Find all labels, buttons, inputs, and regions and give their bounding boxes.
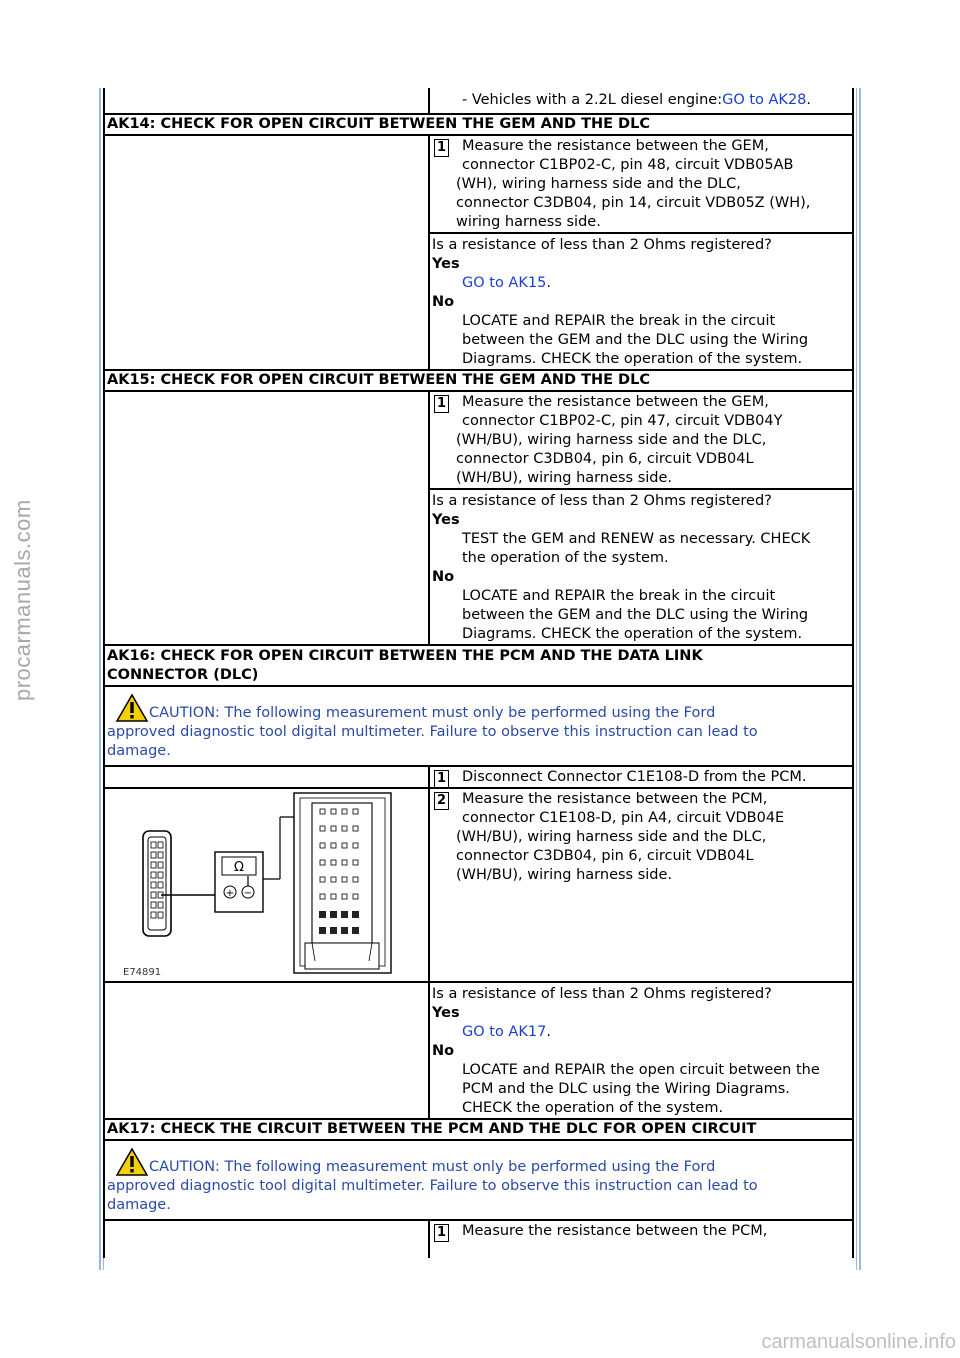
ak16-caution-row xyxy=(104,686,853,766)
ohm-symbol: Ω xyxy=(234,860,244,875)
ak17-header-row xyxy=(104,1119,853,1140)
goto-ak17-link[interactable]: GO to AK17 xyxy=(462,1024,547,1040)
ak16-step1-row xyxy=(104,766,853,788)
ak15-step1-row xyxy=(104,391,853,489)
step-number-badge: 1 xyxy=(434,770,449,788)
ak16-header-row xyxy=(104,645,853,686)
ak16-caution: CAUTION: The following measurement must only be performed using the Ford approved diagnostic tool digital multimeter. Failure to observe this instruction can lead to damage. xyxy=(104,686,853,766)
ak17-title: AK17: CHECK THE CIRCUIT BETWEEN THE PCM AND THE DLC FOR OPEN CIRCUIT xyxy=(104,1119,853,1140)
goto-ak28-link[interactable]: GO to AK28 xyxy=(722,92,807,108)
ak14-yes-label: Yes xyxy=(432,256,460,272)
ak17-caution: CAUTION: The following measurement must only be performed using the Ford approved diagnostic tool digital multimeter. Failure to observe this instruction can lead to damage. xyxy=(104,1140,853,1220)
continuation-cell: - Vehicles with a 2.2L diesel engine:GO to AK28. xyxy=(429,88,853,114)
goto-ak15-link[interactable]: GO to AK15 xyxy=(462,275,547,291)
warning-triangle-icon xyxy=(115,1147,149,1177)
ak14-title: AK14: CHECK FOR OPEN CIRCUIT BETWEEN THE GEM AND THE DLC xyxy=(104,114,853,135)
figure-code: E74891 xyxy=(123,967,162,978)
ak16-no-label: No xyxy=(432,1043,455,1059)
ak17-step1-row xyxy=(104,1220,853,1258)
ak14-step1: 1 Measure the resistance between the GEM, connector C1BP02-C, pin 48, circuit VDB05AB (WH), wiring harness side and the DLC, connector C3DB04, pin 14, circuit VDB05Z (WH), wiring harness side. xyxy=(432,136,850,232)
ak16-figure-cell xyxy=(104,788,429,982)
ak16-step1: 1 Disconnect Connector C1E108-D from the PCM. xyxy=(432,767,850,787)
step-number-badge: 1 xyxy=(434,1224,449,1242)
margin-rule-left xyxy=(99,88,101,1270)
ak15-question: Is a resistance of less than 2 Ohms registered? xyxy=(432,493,772,509)
diagnostic-page xyxy=(103,88,854,1258)
ak16-yes-label: Yes xyxy=(432,1005,460,1021)
meter-plus-label: + xyxy=(225,888,235,899)
meter-minus-label: − xyxy=(243,888,253,899)
pinpoint-test-table xyxy=(103,88,854,1258)
ak16-result-row: Is a resistance of less than 2 Ohms registered? Yes GO to AK17. No LOCATE and REPAIR the open circuit between the PCM and the DLC using the Wiring Diagrams. CHECK the operation of the system. xyxy=(104,982,853,1119)
dlc-pcm-wiring-diagram xyxy=(105,789,428,979)
warning-triangle-icon xyxy=(115,693,149,723)
ak16-question: Is a resistance of less than 2 Ohms registered? xyxy=(432,986,772,1002)
ak17-step1: 1 Measure the resistance between the PCM, xyxy=(432,1221,850,1241)
step-number-badge: 2 xyxy=(434,792,449,810)
ak14-header-row xyxy=(104,114,853,135)
watermark-bottom: carmanualsonline.info xyxy=(761,1331,956,1353)
margin-rule-right xyxy=(859,88,861,1270)
watermark-left: procarmanuals.com xyxy=(10,499,35,701)
step-number-badge: 1 xyxy=(434,395,449,413)
step-number-badge: 1 xyxy=(434,139,449,157)
ak14-no-label: No xyxy=(432,294,455,310)
ak15-yes-label: Yes xyxy=(432,512,460,528)
ak15-header-row xyxy=(104,370,853,391)
ak14-step1-row xyxy=(104,135,853,233)
ak16-step2-row xyxy=(104,788,853,982)
ak16-title: AK16: CHECK FOR OPEN CIRCUIT BETWEEN THE PCM AND THE DATA LINK CONNECTOR (DLC) xyxy=(104,645,853,686)
margin-rule-right-inner xyxy=(856,88,857,1270)
ak16-step2: 2 Measure the resistance between the PCM, connector C1E108-D, pin A4, circuit VDB04E (WH/BU), wiring harness side and the DLC, connector C3DB04, pin 6, circuit VDB04L (WH/BU), wiring harness side. xyxy=(432,789,850,885)
ak15-no-label: No xyxy=(432,569,455,585)
ak14-result-row: Is a resistance of less than 2 Ohms registered? Yes GO to AK15. No LOCATE and REPAIR the break in the circuit between the GEM and the DLC using the Wiring Diagrams. CHECK the operation of the system. xyxy=(104,233,853,370)
top-continuation-row xyxy=(104,88,853,114)
ak15-step1: 1 Measure the resistance between the GEM, connector C1BP02-C, pin 47, circuit VDB04Y (WH/BU), wiring harness side and the DLC, connector C3DB04, pin 6, circuit VDB04L (WH/BU), wiring harness side. xyxy=(432,392,850,488)
ak17-caution-row xyxy=(104,1140,853,1220)
ak14-question: Is a resistance of less than 2 Ohms registered? xyxy=(432,237,772,253)
ak15-title: AK15: CHECK FOR OPEN CIRCUIT BETWEEN THE GEM AND THE DLC xyxy=(104,370,853,391)
ak15-result-row: Is a resistance of less than 2 Ohms registered? Yes TEST the GEM and RENEW as necessary. CHECK the operation of the system. No LOCATE and REPAIR the break in the circuit between the GEM and the DLC using the Wiring Diagrams. CHECK the operation of the system. xyxy=(104,489,853,645)
